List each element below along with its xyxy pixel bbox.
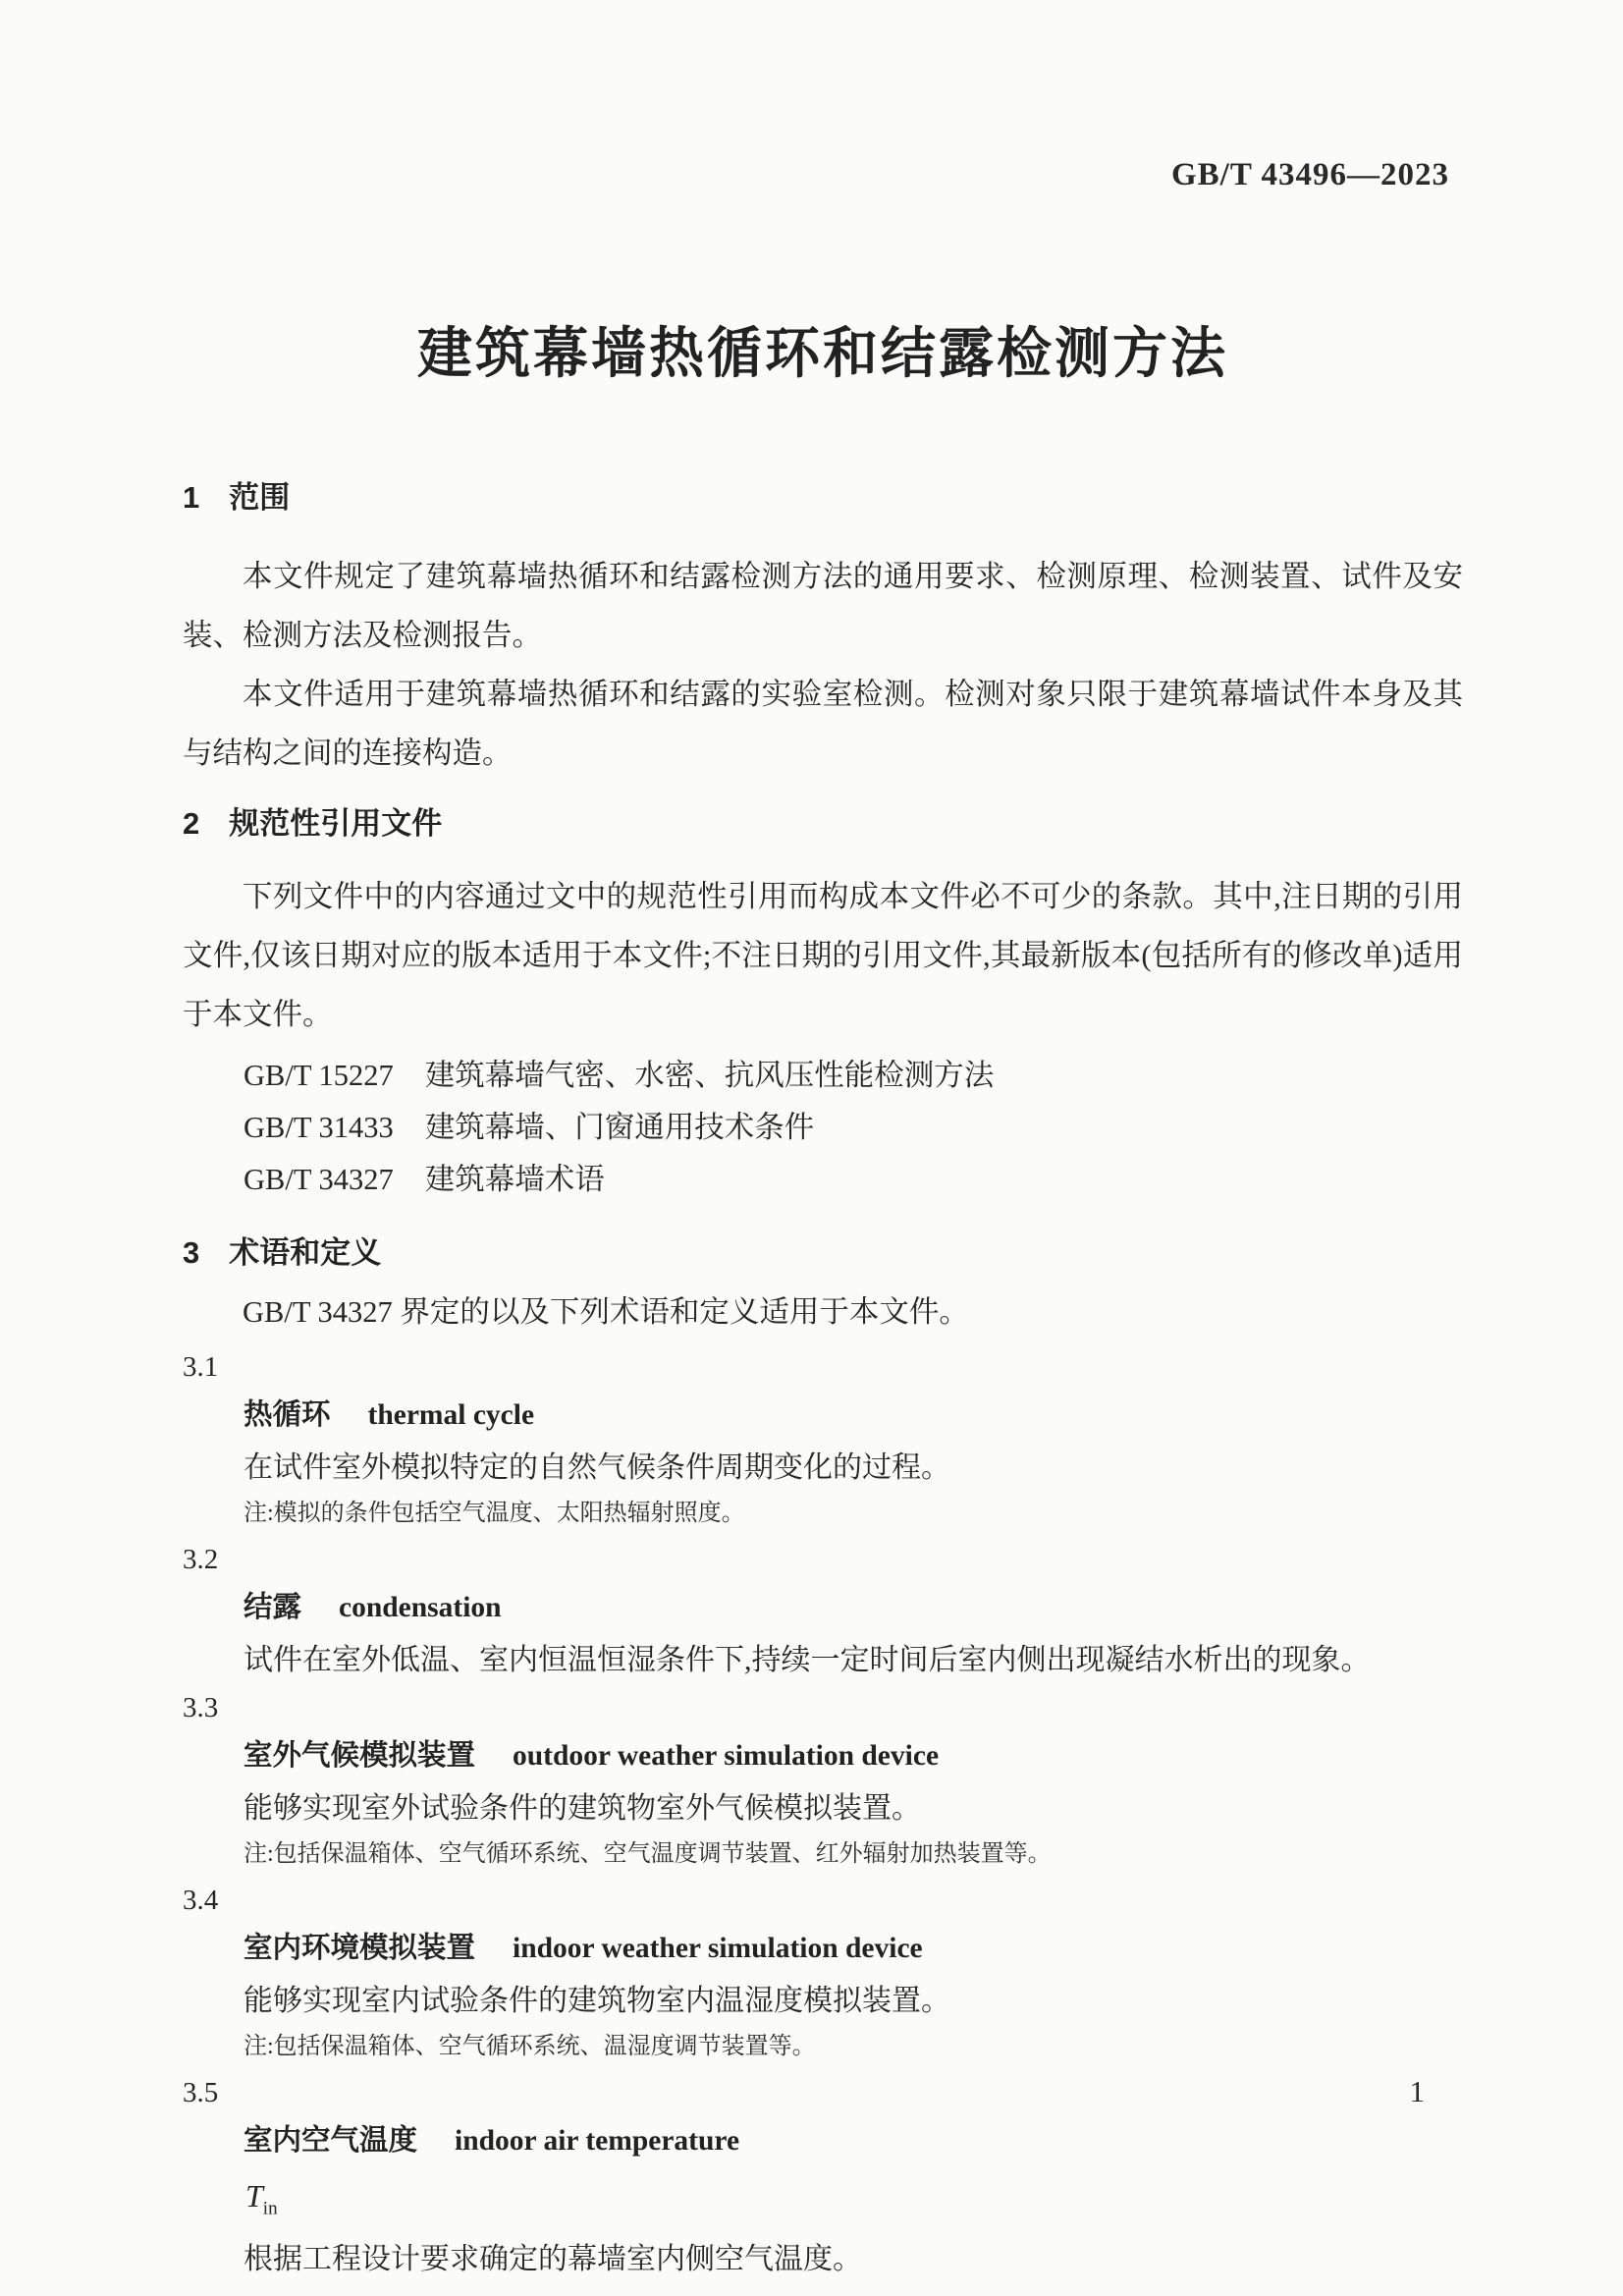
term-name-line	[183, 1924, 1463, 1977]
term-block-3-4	[183, 1877, 1463, 2069]
term-number: 3.3	[183, 1692, 219, 1723]
reference-item	[183, 1050, 1463, 1102]
term-name-en: indoor air temperature	[455, 2125, 740, 2157]
reference-code: GB/T 34327	[243, 1163, 394, 1196]
page-content	[183, 0, 1463, 2283]
term-name-zh: 室内空气温度	[243, 2124, 418, 2157]
section-title: 规范性引用文件	[229, 806, 443, 841]
reference-code: GB/T 15227	[243, 1059, 394, 1092]
term-definition: 能够实现室内试验条件的建筑物室内温湿度模拟装置。	[243, 1985, 950, 2017]
terms-intro: GB/T 34327 界定的以及下列术语和定义适用于本文件。	[243, 1295, 969, 1329]
term-definition: 根据工程设计要求确定的幕墙室内侧空气温度。	[243, 2243, 862, 2276]
term-name-en: thermal cycle	[367, 1399, 535, 1431]
terms-list	[183, 1343, 1463, 2283]
term-name-line	[183, 1583, 1463, 1636]
term-note: 注:包括保温箱体、空气循环系统、温湿度调节装置等。	[243, 2034, 816, 2059]
reference-title: 建筑幕墙术语	[424, 1163, 605, 1196]
term-definition: 试件在室外低温、室内恒温恒湿条件下,持续一定时间后室内侧出现凝结水析出的现象。	[243, 1644, 1371, 1676]
normative-refs-intro: 下列文件中的内容通过文中的规范性引用而构成本文件必不可少的条款。其中,注日期的引用文件,仅该日期对应的版本适用于本文件;不注日期的引用文件,其最新版本(包括所有的修改单)适用于本文件。	[183, 880, 1463, 1031]
reference-code: GB/T 31433	[243, 1111, 394, 1144]
term-block-3-5	[183, 2069, 1463, 2283]
section-title: 范围	[229, 480, 291, 515]
term-note: 注:包括保温箱体、空气循环系统、空气温度调节装置、红外辐射加热装置等。	[243, 1841, 1052, 1867]
term-symbol-base: T	[245, 2178, 263, 2214]
term-note: 注:模拟的条件包括空气温度、太阳热辐射照度。	[243, 1501, 745, 1526]
term-name-en: outdoor weather simulation device	[513, 1740, 940, 1772]
reference-title: 建筑幕墙、门窗通用技术条件	[424, 1111, 815, 1144]
term-symbol	[183, 2169, 1463, 2235]
reference-item	[183, 1154, 1463, 1206]
scope-paragraph-2: 本文件适用于建筑幕墙热循环和结露的实验室检测。检测对象只限于建筑幕墙试件本身及其与结构之间的连接构造。	[183, 678, 1463, 770]
scope-paragraph-1: 本文件规定了建筑幕墙热循环和结露检测方法的通用要求、检测原理、检测装置、试件及安装、检测方法及检测报告。	[183, 560, 1463, 652]
section-2-heading	[183, 804, 1463, 844]
term-name-zh: 结露	[243, 1591, 302, 1623]
term-name-line	[183, 2116, 1463, 2169]
document-title: 建筑幕墙热循环和结露检测方法	[417, 322, 1228, 384]
term-number: 3.4	[183, 1885, 219, 1916]
term-name-en: condensation	[339, 1592, 502, 1623]
term-block-3-1	[183, 1343, 1463, 1536]
section-number: 2	[183, 806, 200, 841]
term-name-line	[183, 1391, 1463, 1444]
term-number: 3.5	[183, 2077, 219, 2108]
section-number: 3	[183, 1235, 200, 1270]
reference-list	[183, 1050, 1463, 1206]
term-number: 3.1	[183, 1351, 219, 1383]
term-definition: 能够实现室外试验条件的建筑物室外气候模拟装置。	[243, 1792, 921, 1825]
term-name-zh: 热循环	[243, 1398, 331, 1431]
term-number: 3.2	[183, 1544, 219, 1575]
term-name-zh: 室内环境模拟装置	[243, 1932, 476, 1964]
reference-item	[183, 1102, 1463, 1154]
section-number: 1	[183, 480, 200, 515]
doc-standard-number: GB/T 43496—2023	[1170, 157, 1449, 192]
term-block-3-3	[183, 1684, 1463, 1877]
term-symbol-subscript: in	[262, 2198, 278, 2219]
section-title: 术语和定义	[229, 1235, 382, 1270]
term-name-line	[183, 1731, 1463, 1784]
term-name-zh: 室外气候模拟装置	[243, 1739, 476, 1772]
term-name-en: indoor weather simulation device	[513, 1933, 923, 1964]
section-3-heading	[183, 1233, 1463, 1273]
reference-title: 建筑幕墙气密、水密、抗风压性能检测方法	[424, 1059, 995, 1092]
page-number: 1	[1409, 2074, 1425, 2108]
term-block-3-2	[183, 1536, 1463, 1684]
section-1-heading	[183, 478, 1463, 518]
term-definition: 在试件室外模拟特定的自然气候条件周期变化的过程。	[243, 1451, 950, 1484]
